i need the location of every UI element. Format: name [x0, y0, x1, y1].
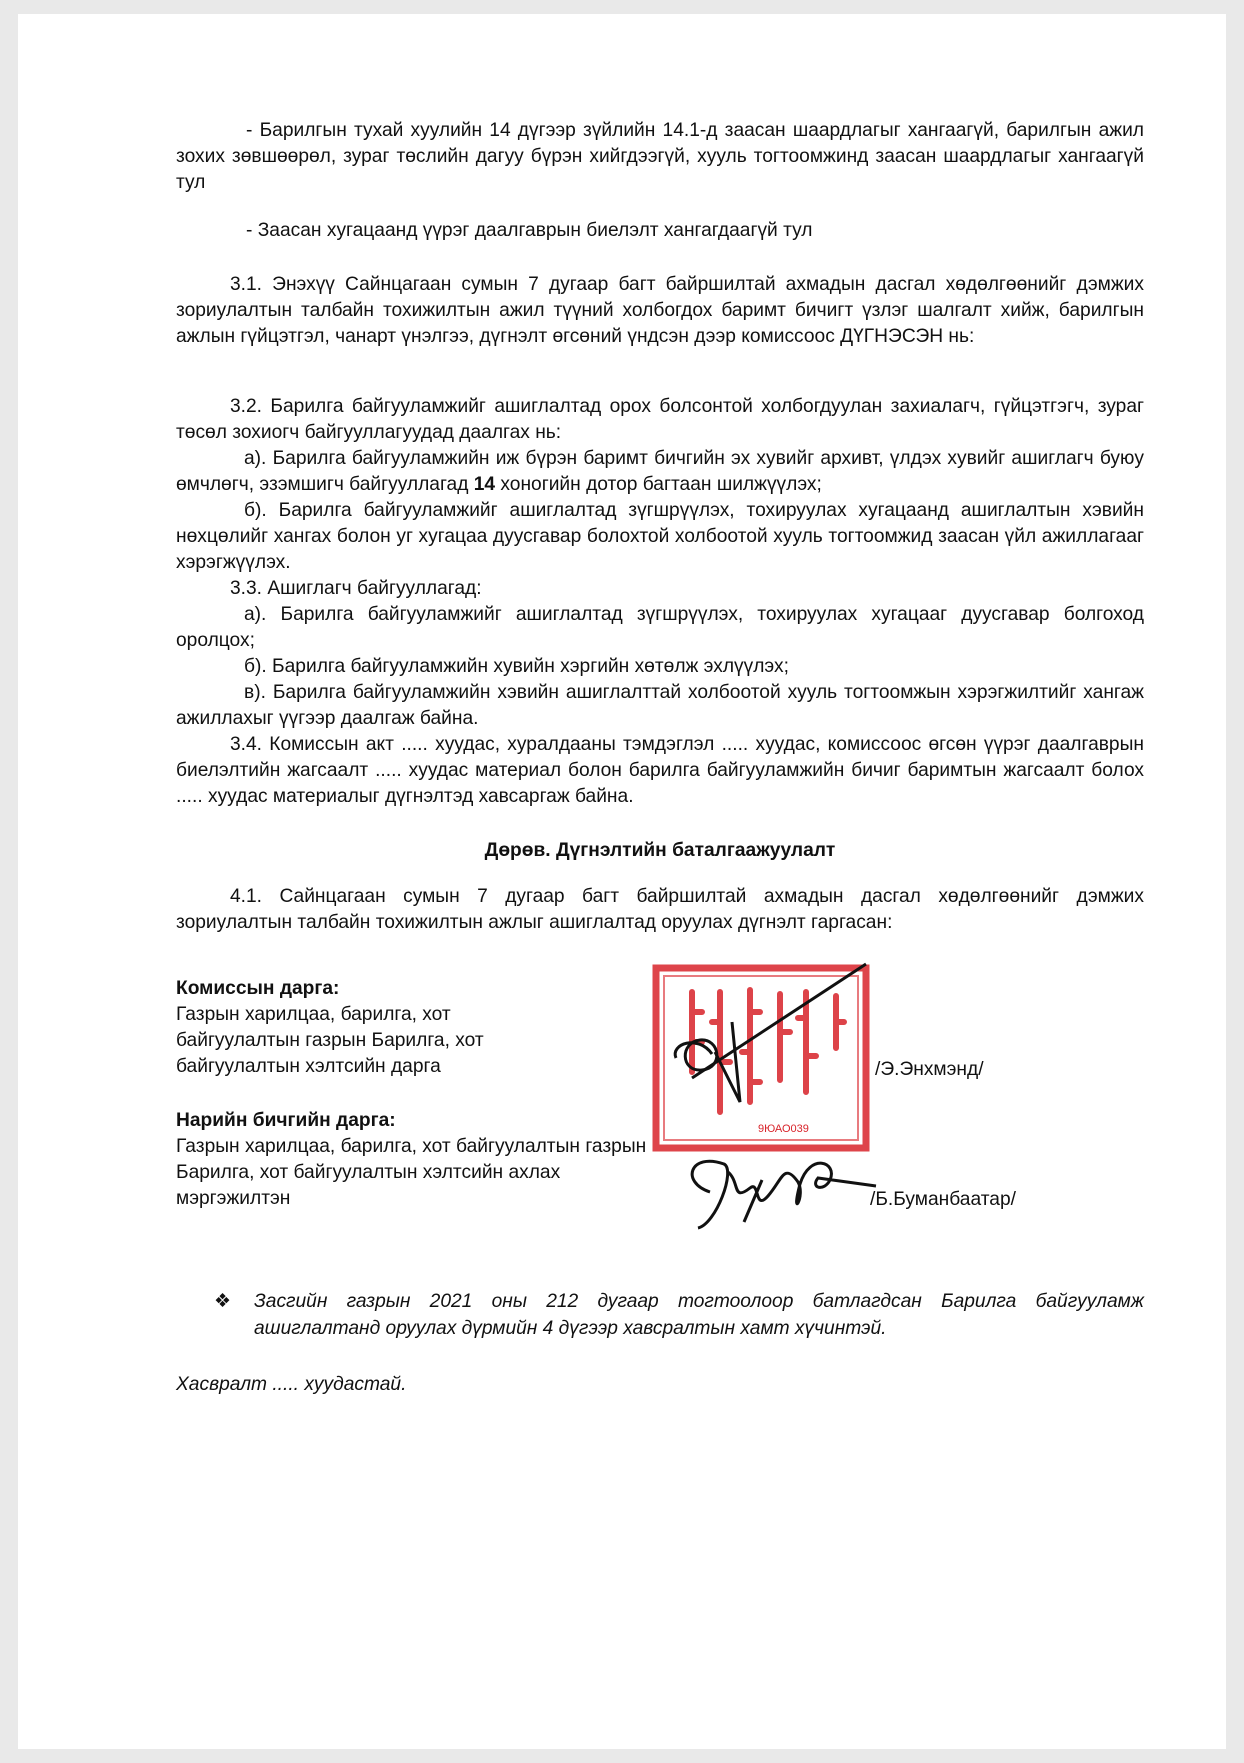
- paragraph-3-4: 3.4. Комиссын акт ..... хуудас, хуралдааны тэмдэглэл ..... хуудас, комиссоос өгсөн үүрэг даалгаврын биелэлтийн жагсаалт ..... хуудас материал болон барилга байгууламжийн бичиг баримтын жагсаалт болох ..... хуудас материалыг дүгнэлтэд хавсаргаж байна.: [176, 734, 1144, 807]
- paragraph-3-1: 3.1. Энэхүү Сайнцагаан сумын 7 дугаар багт байршилтай ахмадын дасгал хөдөлгөөнийг дэмжих зориулалтын талбайн тохижилтын ажил түүний холбогдох баримт бичигт үзлэг шалгалт хийж, барилгын ажлын гүйцэтгэл, чанарт үнэлгээ, дүгнэлт өгсөний үндсэн дээр комиссоос ДҮГНЭСЭН нь:: [176, 274, 1144, 347]
- chair-signature-block: [176, 976, 696, 1080]
- paragraph-requirements: - Барилгын тухай хуулийн 14 дүгээр зүйлийн 14.1-д заасан шаардлагыг хангаагүй, барилгын ажил зохих зөвшөөрөл, зураг төслийн дагуу бүрэн хийгдээгүй, хууль тогтоомжинд заасан шаардлагыг хангаагүй тул: [176, 120, 1144, 193]
- stamp-code: 9ЮАО039: [758, 1123, 809, 1135]
- validity-note: [214, 1288, 1144, 1342]
- official-stamp-icon: [640, 952, 880, 1242]
- chair-name: /Э.Энхмэнд/: [875, 1059, 984, 1080]
- document-body: [176, 118, 1144, 936]
- paragraph-deadline: - Заасан хугацаанд үүрэг даалгаврын биелэлт хангагдаагүй тул: [246, 220, 813, 241]
- secretary-title: Нарийн бичгийн дарга:: [176, 1110, 396, 1131]
- diamond-bullet-icon: ❖: [214, 1291, 232, 1312]
- note-text: Засгийн газрын 2021 оны 212 дугаар тогтоолоор батлагдсан Барилга байгууламж ашиглалтанд оруулах дүрмийн 4 дүгээр хавсралтын хамт хүчинтэй.: [254, 1291, 1144, 1339]
- chair-title: Комиссын дарга:: [176, 978, 340, 999]
- paragraph-3-3-b: б). Барилга байгууламжийн хувийн хэргийн хөтөлж эхлүүлэх;: [244, 656, 789, 677]
- section-heading: Дөрөв. Дүгнэлтийн баталгаажуулалт: [484, 840, 836, 861]
- paragraph-3-2-b: б). Барилга байгууламжийг ашиглалтад зүгшрүүлэх, тохируулах хугацаанд ашиглалтын хэвийн нөхцөлийг хангах болон уг хугацаа дуусгавар болохтой холбоотой хууль тогтоомжид заасан үйл ажиллагааг хэрэгжүүлэх.: [176, 500, 1144, 573]
- paragraph-3-3: 3.3. Ашиглагч байгууллагад:: [230, 578, 482, 599]
- chair-role: Газрын харилцаа, барилга, хот байгуулалтын газрын Барилга, хот байгуулалтын хэлтсийн дарга: [176, 1004, 484, 1077]
- paragraph-3-2-a: а). Барилга байгууламжийн иж бүрэн баримт бичгийн эх хувийг архивт, үлдэх хувийг ашиглагч буюу өмчлөгч, эзэмшигч байгууллагад 14 хоногийн дотор багтаан шилжүүлэх;: [176, 448, 1144, 495]
- secretary-name: /Б.Буманбаатар/: [870, 1189, 1016, 1210]
- paragraph-3-3-c: в). Барилга байгууламжийн хэвийн ашиглалттай холбоотой хууль тогтоомжын хэрэгжилтийг хангаж ажиллахыг үүгээр даалгаж байна.: [176, 682, 1144, 729]
- secretary-role: Газрын харилцаа, барилга, хот байгуулалтын газрын Барилга, хот байгуулалтын хэлтсийн ахлах мэргэжилтэн: [176, 1136, 647, 1209]
- paragraph-3-2: 3.2. Барилга байгууламжийг ашиглалтад орох болсонтой холбогдуулан захиалагч, гүйцэтгэгч, зураг төсөл зохиогч байгууллагуудад даалгах нь:: [176, 396, 1144, 443]
- paragraph-4-1: 4.1. Сайнцагаан сумын 7 дугаар багт байршилтай ахмадын дасгал хөдөлгөөнийг дэмжих зориулалтын талбайн тохижилтын ажлыг ашиглалтад оруулах дүгнэлт гаргасан:: [176, 886, 1144, 933]
- secretary-signature-block: [176, 1108, 696, 1212]
- attachment-line: Хасвралт ..... хуудастай.: [176, 1374, 407, 1395]
- days-count: 14: [473, 474, 496, 495]
- paragraph-3-3-a: а). Барилга байгууламжийг ашиглалтад зүгшрүүлэх, тохируулах хугацааг дуусгавар болгоход оролцох;: [176, 604, 1144, 651]
